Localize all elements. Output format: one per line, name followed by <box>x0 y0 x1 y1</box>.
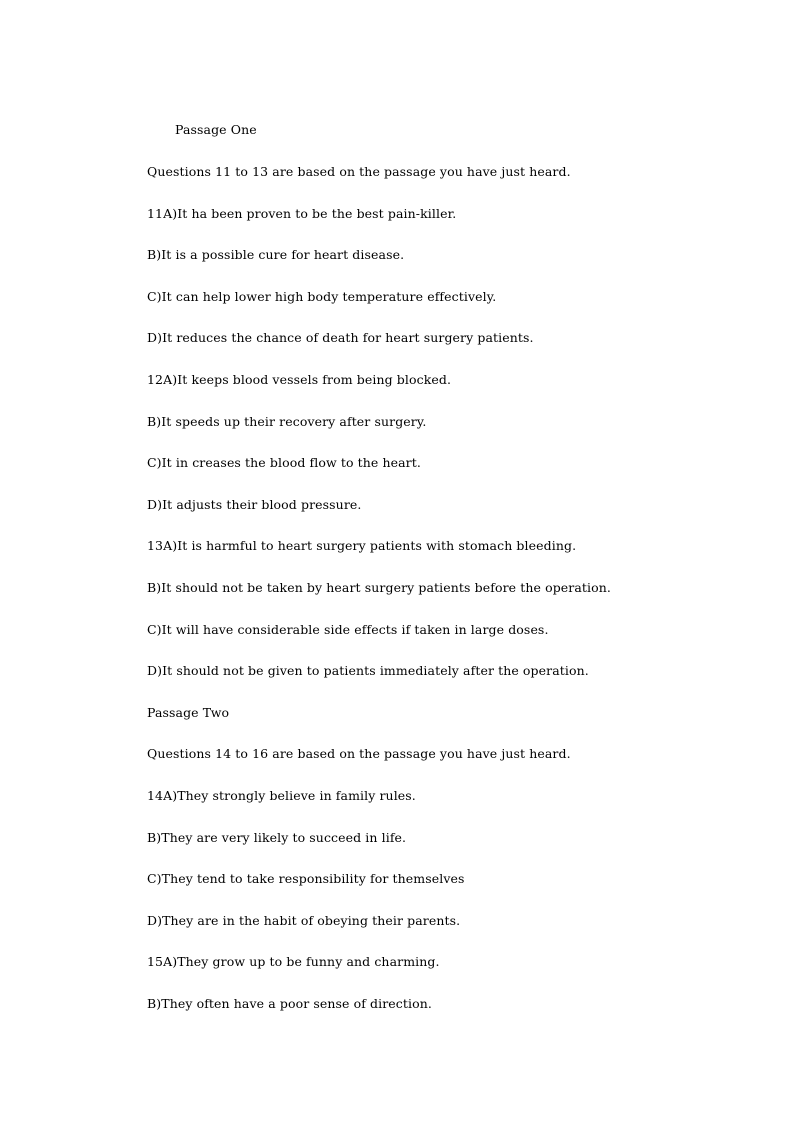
q14-option-a: 14A)They strongly believe in family rules. <box>147 788 416 803</box>
q12-option-a: 12A)It keeps blood vessels from being blocked. <box>147 372 452 387</box>
q11-option-b: B)It is a possible cure for heart disease. <box>147 247 405 262</box>
q12-option-b: B)It speeds up their recovery after surgery. <box>147 414 427 429</box>
q13-option-b: B)It should not be taken by heart surgery patients before the operation. <box>147 580 611 595</box>
q15-option-a: 15A)They grow up to be funny and charming. <box>147 954 440 969</box>
q14-option-d: D)They are in the habit of obeying their parents. <box>147 913 461 928</box>
q11-option-c: C)It can help lower high body temperature effectively. <box>147 289 497 304</box>
q11-option-a: 11A)It ha been proven to be the best pain-killer. <box>147 206 457 221</box>
passage-one-heading: Passage One <box>175 122 257 137</box>
q12-option-c: C)It in creases the blood flow to the heart. <box>147 455 421 470</box>
passage-two-instruction: Questions 14 to 16 are based on the passage you have just heard. <box>147 746 571 761</box>
q15-option-b: B)They often have a poor sense of direction. <box>147 996 432 1011</box>
q13-option-d: D)It should not be given to patients immediately after the operation. <box>147 663 589 678</box>
q14-option-b: B)They are very likely to succeed in life. <box>147 830 407 845</box>
q12-option-d: D)It adjusts their blood pressure. <box>147 497 362 512</box>
passage-two-heading: Passage Two <box>147 705 230 720</box>
q11-option-d: D)It reduces the chance of death for heart surgery patients. <box>147 330 534 345</box>
passage-one-instruction: Questions 11 to 13 are based on the passage you have just heard. <box>147 164 571 179</box>
q13-option-c: C)It will have considerable side effects if taken in large doses. <box>147 622 549 637</box>
q14-option-c: C)They tend to take responsibility for themselves <box>147 871 465 886</box>
q13-option-a: 13A)It is harmful to heart surgery patients with stomach bleeding. <box>147 538 577 553</box>
